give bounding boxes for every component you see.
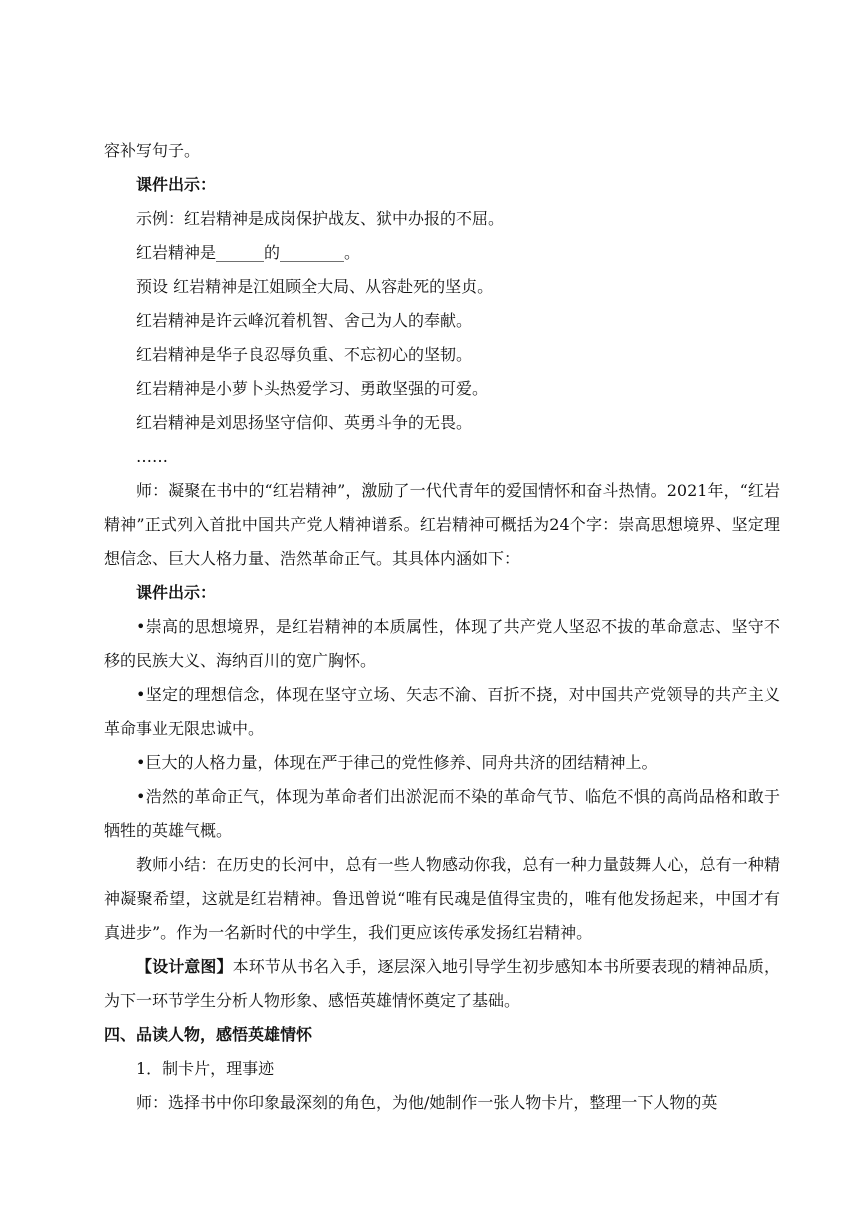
- ellipsis: ……: [136, 447, 168, 466]
- teacher-paragraph: 师：选择书中你印象最深刻的角色，为他/她制作一张人物卡片，整理一下人物的英: [136, 1093, 718, 1112]
- preset-line: 红岩精神是华子良忍辱负重、不忘初心的坚韧。: [136, 345, 473, 364]
- preset-line: 预设 红岩精神是江姐顾全大局、从容赴死的坚贞。: [136, 277, 494, 296]
- fill-in-template: 红岩精神是______的________。: [136, 243, 361, 262]
- example-line: 示例：红岩精神是成岗保护战友、狱中办报的不屈。: [136, 209, 505, 228]
- section-heading: 四、品读人物，感悟英雄情怀: [104, 1025, 313, 1044]
- courseware-label: 课件出示：: [136, 175, 217, 194]
- document-page: [104, 134, 780, 1120]
- preset-line: 红岩精神是小萝卜头热爱学习、勇敢坚强的可爱。: [136, 379, 489, 398]
- teacher-paragraph: 师：凝聚在书中的“红岩精神”，激励了一代代青年的爱国情怀和奋斗热情。2021年，“红岩精神”正式列入首批中国共产党人精神谱系。红岩精神可概括为24个字：崇高思想境界、坚定理想信念、巨大人格力量、浩然革命正气。其具体内涵如下：: [104, 481, 780, 568]
- preset-line: 红岩精神是许云峰沉着机智、舍己为人的奉献。: [136, 311, 473, 330]
- preset-line: 红岩精神是刘思扬坚守信仰、英勇斗争的无畏。: [136, 413, 473, 432]
- design-intent-paragraph: [104, 950, 780, 1018]
- bullet-item: •坚定的理想信念，体现在坚守立场、矢志不渝、百折不挠，对中国共产党领导的共产主义革命事业无限忠诚中。: [104, 685, 780, 738]
- subsection-heading: 1．制卡片，理事迹: [136, 1059, 275, 1078]
- courseware-label: 课件出示：: [136, 583, 217, 602]
- design-intent-label: 【设计意图】: [136, 957, 233, 976]
- paragraph-continuation: 容补写句子。: [104, 141, 201, 160]
- design-intent-text: 本环节从书名入手，逐层深入地引导学生初步感知本书所要表现的精神品质，为下一环节学生分析人物形象、感悟英雄情怀奠定了基础。: [104, 957, 780, 1010]
- bullet-item: •崇高的思想境界，是红岩精神的本质属性，体现了共产党人坚忍不拔的革命意志、坚守不移的民族大义、海纳百川的宽广胸怀。: [104, 617, 780, 670]
- bullet-item: •浩然的革命正气，体现为革命者们出淤泥而不染的革命气节、临危不惧的高尚品格和敢于牺牲的英雄气概。: [104, 787, 780, 840]
- bullet-item: •巨大的人格力量，体现在严于律己的党性修养、同舟共济的团结精神上。: [136, 753, 658, 772]
- teacher-summary: 教师小结：在历史的长河中，总有一些人物感动你我，总有一种力量鼓舞人心，总有一种精神凝聚希望，这就是红岩精神。鲁迅曾说“唯有民魂是值得宝贵的，唯有他发扬起来，中国才有真进步”。作为一名新时代的中学生，我们更应该传承发扬红岩精神。: [104, 855, 780, 942]
